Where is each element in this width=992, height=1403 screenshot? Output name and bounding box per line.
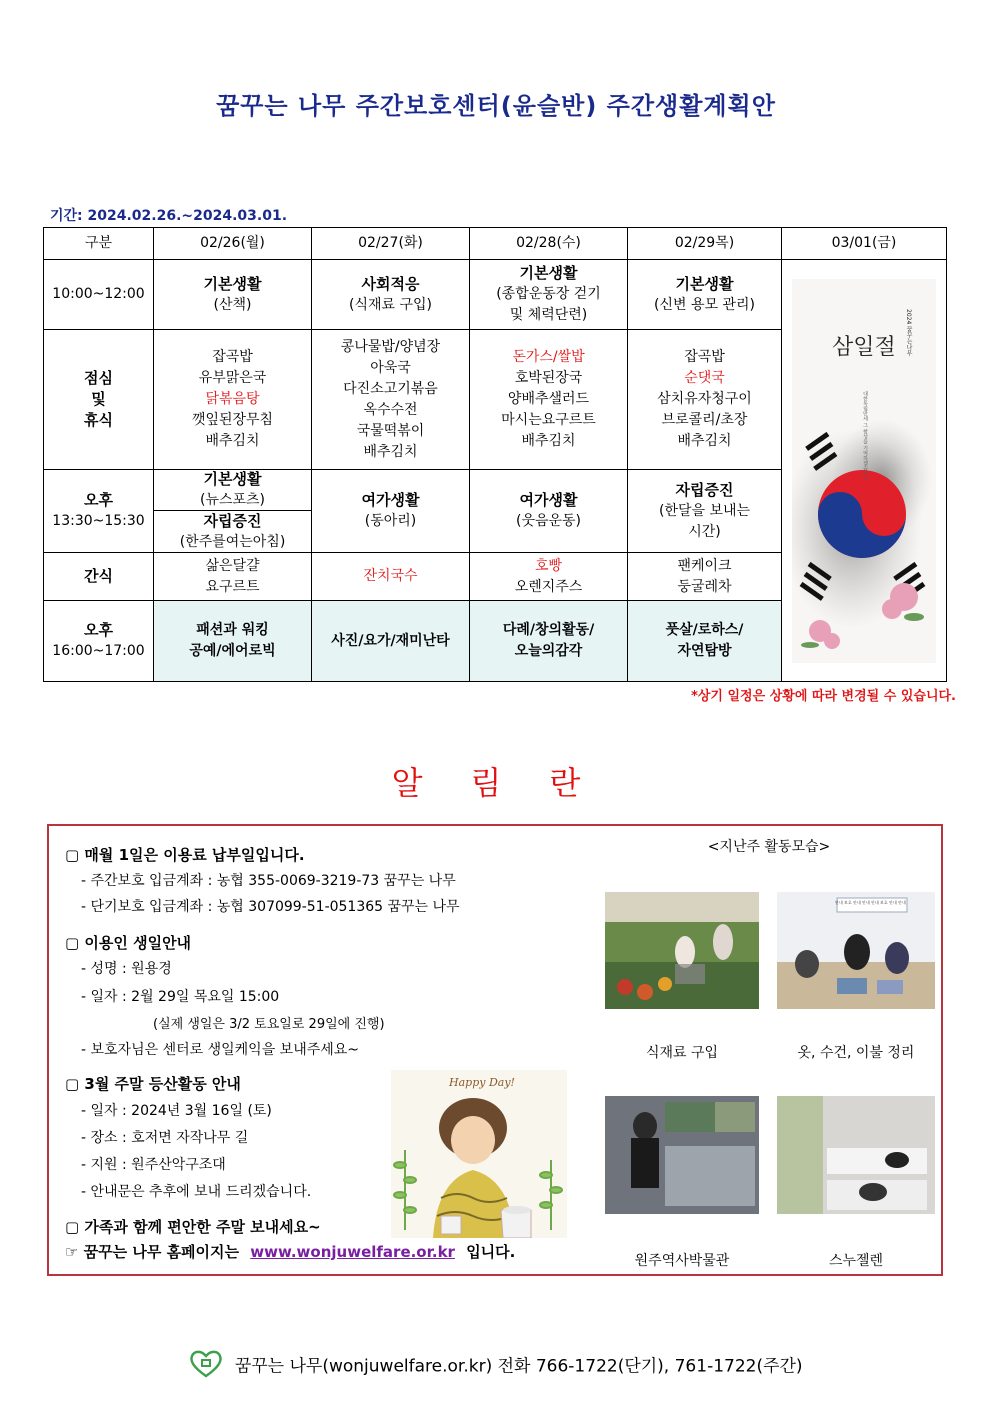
row-label: [44, 330, 154, 470]
activity-sub: (한주를여는아침): [179, 533, 286, 550]
activity-sub: (식재료 구입): [349, 296, 432, 313]
menu-item: 호박된장국: [514, 370, 583, 386]
row-label-line: 오후: [84, 621, 113, 639]
cell-wed-pm: [470, 470, 628, 553]
header-fri: 03/01(금): [782, 228, 947, 260]
activity-title: 여가생활: [519, 491, 578, 509]
schedule-notice: *상기 일정은 상황에 따라 변경될 수 있습니다.: [691, 689, 956, 704]
cell-thu-pm: [628, 470, 782, 553]
cell-tue-lunch: [312, 330, 470, 470]
grocery-photo-icon: [605, 892, 759, 1009]
cell-tue-pm: [312, 470, 470, 553]
activity-sub: (동아리): [364, 513, 417, 529]
section-fee: ▢ 매월 1일은 이용료 납부일입니다.: [65, 846, 305, 864]
homepage-link[interactable]: www.wonjuwelfare.or.kr: [250, 1243, 455, 1261]
activity-title: 기본생활: [675, 274, 734, 293]
birthday-cake-request: - 보호자님은 센터로 생일케익을 보내주세요~: [81, 1042, 360, 1058]
menu-item: 깻잎된장무침: [191, 412, 274, 428]
activity-title: 기본생활: [203, 470, 262, 488]
menu-item: 배추김치: [677, 433, 732, 449]
holiday-poster: [792, 279, 936, 663]
caption-snoezelen: 스누젤렌: [828, 1253, 884, 1269]
activity-title: 자립증진: [675, 480, 734, 499]
activity-sub: (종합운동장 걷기: [496, 286, 601, 302]
menu-item: 잡곡밥: [684, 349, 725, 365]
photo-laundry: [777, 892, 935, 1009]
header-category: 구분: [44, 228, 154, 260]
cell-mon-late: [154, 601, 312, 682]
section-hiking: ▢ 3월 주말 등산활동 안내: [65, 1075, 241, 1093]
row-label: [44, 470, 154, 553]
snoezelen-photo-icon: [777, 1096, 935, 1214]
cell-thu-am: [628, 260, 782, 330]
homepage-prefix: ☞ 꿈꾸는 나무 홈페이지는: [65, 1243, 240, 1261]
menu-item: 콩나물밥/양념장: [340, 338, 441, 355]
hiking-place: - 장소 : 호저면 자작나무 길: [81, 1130, 249, 1146]
menu-item: 배추김치: [521, 433, 576, 449]
hiking-support: - 지원 : 원주산악구조대: [81, 1157, 226, 1173]
row-label-line: 13:30~15:30: [52, 513, 145, 529]
snack-item: 호빵: [534, 557, 563, 574]
heart-logo-icon: [189, 1350, 223, 1383]
row-label-line: 오후: [84, 491, 113, 509]
cell-wed-snack: [470, 553, 628, 601]
snack-item: 오렌지주스: [514, 578, 583, 595]
row-label: 10:00~12:00: [44, 260, 154, 330]
caption-museum: 원주역사박물관: [634, 1253, 730, 1269]
menu-item: 삼치유자청구이: [657, 391, 752, 407]
activity-line: 다례/창의활동/: [502, 622, 595, 638]
table-header-row: [44, 228, 947, 260]
activity-title: 사회적응: [361, 274, 420, 293]
birthday-note: (실제 생일은 3/2 토요일로 29일에 진행): [153, 1017, 385, 1032]
cell-mon-lunch: [154, 330, 312, 470]
menu-item: 돈가스/쌀밥: [512, 349, 585, 365]
header-tue: 02/27(화): [312, 228, 470, 260]
poster-brand: 2024 꿈꾸는나무: [905, 308, 912, 356]
period-label: 기간: 2024.02.26.~2024.03.01.: [50, 208, 288, 224]
header-wed: 02/28(수): [470, 228, 628, 260]
caption-grocery: 식재료 구입: [645, 1045, 719, 1061]
menu-item: 국물떡볶이: [356, 422, 425, 439]
cell-fri-holiday: [782, 260, 947, 682]
table-row: [44, 260, 947, 330]
activity-line: 자연탐방: [677, 643, 732, 659]
weekly-schedule-table: [43, 227, 947, 682]
row-label-line: 휴식: [84, 411, 113, 429]
activity-title: 여가생활: [361, 491, 420, 509]
activity-sub: (뉴스포츠): [199, 492, 266, 508]
footer-text: 꿈꾸는 나무(wonjuwelfare.or.kr) 전화 766-1722(단기), 761-1722(주간): [234, 1356, 803, 1377]
board-title: 알림란: [391, 764, 629, 802]
row-label-line: 16:00~17:00: [52, 643, 145, 659]
menu-item: 배추김치: [205, 433, 260, 449]
cell-mon-am: [154, 260, 312, 330]
photo-museum: [605, 1096, 759, 1214]
activity-sub: 및 체력단련): [509, 307, 588, 323]
menu-item: 다진소고기볶음: [343, 380, 438, 397]
header-thu: 02/29목): [628, 228, 782, 260]
homepage-line: [65, 1241, 515, 1262]
activity-sub: (한달을 보내는: [658, 502, 751, 519]
row-label: 간식: [44, 553, 154, 601]
activity-line: 풋살/로하스/: [665, 622, 744, 638]
activity-sub: (산책): [213, 296, 252, 313]
cell-mon-pm: [154, 470, 312, 553]
row-label-line: 점심: [84, 369, 113, 387]
header-mon: 02/26(월): [154, 228, 312, 260]
happy-day-illustration: [391, 1070, 567, 1238]
heart-logo-svg: [189, 1350, 223, 1378]
cell-thu-late: [628, 601, 782, 682]
poster-title: 삼일절: [832, 334, 896, 360]
photo-sign-text: 안내 보호 안내 안내 안내 보호 안내 안내: [835, 900, 906, 905]
menu-item: 아욱국: [370, 359, 411, 376]
activity-title: 기본생활: [519, 264, 578, 282]
cell-tue-snack: 잔치국수: [312, 553, 470, 601]
menu-item: 양배추샐러드: [507, 391, 590, 407]
row-label-line: 및: [91, 390, 106, 408]
cell-mon-snack: [154, 553, 312, 601]
cell-wed-late: [470, 601, 628, 682]
photo-grocery: [605, 892, 759, 1009]
activity-sub: 시간): [688, 523, 721, 540]
hiking-date: - 일자 : 2024년 3월 16일 (토): [81, 1103, 272, 1119]
cell-thu-lunch: [628, 330, 782, 470]
activity-title: 자립증진: [203, 511, 262, 530]
menu-item: 마시는요구르트: [501, 412, 596, 428]
activity-block: [154, 511, 311, 552]
activity-title: 기본생활: [203, 274, 262, 293]
happy-day-text: Happy Day!: [449, 1076, 515, 1089]
snack-item: 삶은달걀: [205, 557, 260, 574]
activity-block: [154, 470, 311, 511]
cell-thu-snack: [628, 553, 782, 601]
section-birthday: ▢ 이용인 생일안내: [65, 934, 192, 952]
photo-snoezelen: [777, 1096, 935, 1214]
poster-subtitle: 대한독립만세 그 함성을 기억하겠습니다: [862, 390, 868, 481]
birthday-date: - 일자 : 2월 29일 목요일 15:00: [81, 989, 280, 1005]
account-short-care: - 단기보호 입금계좌 : 농협 307099-51-051365 꿈꾸는 나무: [81, 899, 460, 915]
museum-photo-icon: [605, 1096, 759, 1214]
menu-item: 순댓국: [684, 370, 725, 386]
menu-item: 닭볶음탕: [205, 391, 260, 407]
birthday-name: - 성명 : 원용경: [81, 961, 172, 977]
snack-item: 둥굴레차: [677, 578, 732, 595]
menu-item: 옥수수전: [363, 401, 418, 418]
row-label: [44, 601, 154, 682]
footer: [0, 1350, 992, 1383]
woman-illustration: [391, 1070, 567, 1238]
activity-line: 패션과 워킹: [196, 622, 269, 638]
activity-line: 공예/에어로빅: [189, 643, 276, 659]
menu-item: 유부맑은국: [198, 370, 267, 386]
page-title: 꿈꾸는 나무 주간보호센터(윤슬반) 주간생활계획안: [216, 92, 776, 120]
cell-tue-late: 사진/요가/재미난타: [312, 601, 470, 682]
activity-sub: (신변 용모 관리): [654, 296, 755, 313]
cell-wed-am: [470, 260, 628, 330]
snack-item: 팬케이크: [677, 557, 732, 574]
account-day-care: - 주간보호 입금계좌 : 농협 355-0069-3219-73 꿈꾸는 나무: [81, 873, 456, 889]
menu-item: 잡곡밥: [212, 349, 253, 365]
menu-item: 배추김치: [363, 443, 418, 460]
menu-item: 브로콜리/초장: [661, 412, 748, 428]
notice-board: [47, 824, 943, 1276]
activity-sub: (웃음운동): [515, 513, 582, 529]
activity-line: 오늘의감각: [514, 643, 583, 659]
laundry-photo-icon: [777, 892, 935, 1009]
photos-title: <지난주 활동모습>: [707, 839, 831, 855]
section-weekend: ▢ 가족과 함께 편안한 주말 보내세요~: [65, 1218, 321, 1236]
homepage-suffix: 입니다.: [466, 1243, 516, 1261]
snack-item: 요구르트: [205, 578, 260, 595]
cell-tue-am: [312, 260, 470, 330]
cell-wed-lunch: [470, 330, 628, 470]
hiking-info: - 안내문은 추후에 보내 드리겠습니다.: [81, 1184, 312, 1200]
caption-laundry: 옷, 수건, 이불 정리: [797, 1045, 915, 1061]
